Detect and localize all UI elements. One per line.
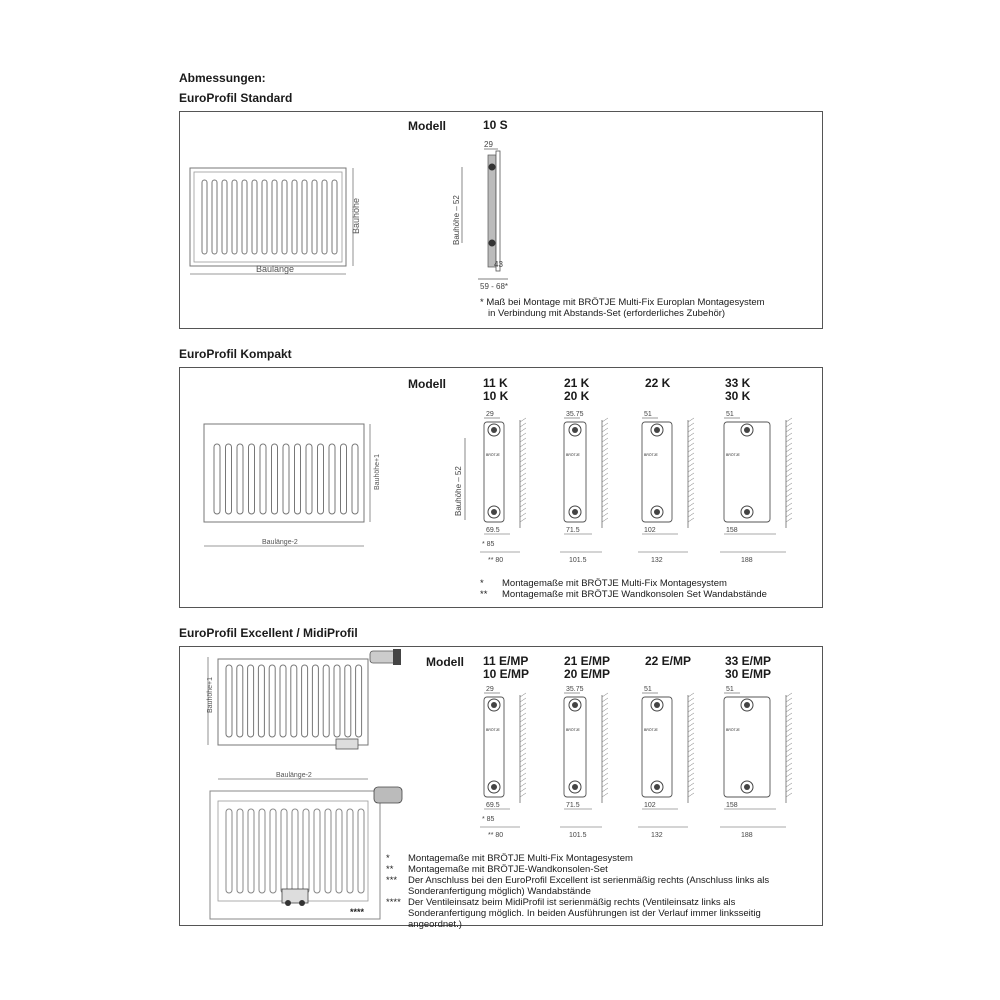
fin: [259, 809, 265, 893]
side-inner-dim: 102: [644, 802, 656, 809]
side-view-1: [480, 686, 526, 839]
brand-tag: BRÖTJE: [726, 453, 740, 457]
side-outer-dim: 132: [651, 557, 663, 564]
side-star-dim: * 85: [482, 816, 495, 823]
side-inner-dim: 71.5: [566, 527, 580, 534]
side-inner-dim: 158: [726, 802, 738, 809]
fin: [280, 665, 286, 737]
kompakt-length-label: Baulänge-2: [262, 539, 298, 546]
fin: [226, 665, 232, 737]
standard-top-dim: 29: [484, 140, 493, 149]
fin: [303, 809, 309, 893]
excellent-model-2: 21 E/MP 20 E/MP: [564, 654, 611, 681]
fin: [295, 444, 301, 514]
standard-bottom-dim: 43: [494, 260, 503, 269]
excellent-note-4-mark: ****: [386, 897, 401, 908]
fin: [334, 665, 340, 737]
excellent-note-2-mark: **: [386, 864, 394, 875]
fin: [226, 809, 232, 893]
side-outer-dim: 188: [741, 557, 753, 564]
standard-note-line2: in Verbindung mit Abstands-Set (erforderliches Zubehör): [488, 308, 726, 319]
brand-tag: BRÖTJE: [566, 453, 580, 457]
side-inner-dim: 71.5: [566, 802, 580, 809]
fin: [242, 180, 247, 254]
fin: [325, 809, 331, 893]
fin: [272, 444, 278, 514]
brand-tag: BRÖTJE: [486, 453, 500, 457]
fin: [302, 665, 308, 737]
fin: [202, 180, 207, 254]
excellent-height-label: Bauhöhe+1: [207, 676, 214, 713]
fin: [312, 665, 318, 737]
excellent-marker: ****: [350, 907, 365, 917]
fin: [318, 444, 324, 514]
fin: [347, 809, 353, 893]
kompakt-height-dim: Bauhöhe – 52: [454, 466, 463, 516]
fin: [292, 180, 297, 254]
standard-note: [480, 297, 765, 319]
kompakt-modell-label: Modell: [408, 377, 446, 391]
fin: [283, 444, 289, 514]
kompakt-panel: [179, 367, 823, 608]
kompakt-note-1: Montagemaße mit BRÖTJE Multi-Fix Montagesystem: [502, 578, 727, 589]
fin: [269, 665, 275, 737]
fin: [345, 665, 351, 737]
standard-wall-dim: 59 - 68*: [480, 282, 509, 291]
excellent-side-views: [448, 683, 818, 853]
kompakt-notes: [480, 578, 810, 600]
side-view-3: [638, 411, 694, 564]
kompakt-model-3: 22 K: [645, 376, 671, 390]
fin: [306, 444, 312, 514]
fin: [358, 809, 364, 893]
kompakt-model-4: 33 K 30 K: [725, 376, 751, 403]
fin: [258, 665, 264, 737]
excellent-detail-view: [202, 783, 407, 923]
fin: [260, 444, 266, 514]
side-view-4: [720, 686, 792, 839]
excellent-modell-label: Modell: [426, 655, 464, 669]
fin: [270, 809, 276, 893]
fin: [214, 444, 220, 514]
fin: [336, 809, 342, 893]
side-top-dim: 29: [486, 411, 494, 418]
side-inner-dim: 158: [726, 527, 738, 534]
kompakt-model-2: 21 K 20 K: [564, 376, 590, 403]
fin: [248, 665, 254, 737]
standard-note-mark: *: [480, 297, 484, 308]
fin: [237, 665, 243, 737]
fin: [291, 665, 297, 737]
brand-tag: BRÖTJE: [644, 728, 658, 732]
excellent-notes: [386, 853, 804, 930]
excellent-note-1-mark: *: [386, 853, 390, 864]
side-outer-dim: 101.5: [569, 832, 587, 839]
side-inner-dim: 69.5: [486, 527, 500, 534]
fin: [302, 180, 307, 254]
standard-panel: [179, 111, 823, 329]
fin: [232, 180, 237, 254]
fin: [237, 809, 243, 893]
brand-tag: BRÖTJE: [644, 453, 658, 457]
excellent-model-4: 33 E/MP 30 E/MP: [725, 654, 772, 681]
kompakt-height-dim-svg: [450, 438, 470, 528]
side-top-dim: 51: [644, 411, 652, 418]
fin: [212, 180, 217, 254]
side-outer-dim: 188: [741, 832, 753, 839]
standard-height-label: Bauhöhe: [351, 197, 361, 234]
standard-heading: EuroProfil Standard: [179, 91, 293, 105]
side-inner-dim: 69.5: [486, 802, 500, 809]
standard-modell-label: Modell: [408, 119, 446, 133]
side-top-dim: 51: [726, 411, 734, 418]
fin: [281, 809, 287, 893]
side-outer-dim: ** 80: [488, 557, 504, 564]
excellent-note-1: Montagemaße mit BRÖTJE Multi-Fix Montagesystem: [408, 853, 633, 864]
side-outer-dim: 101.5: [569, 557, 587, 564]
excellent-length-label: Baulänge-2: [276, 772, 312, 779]
fin: [226, 444, 232, 514]
side-star-dim: * 85: [482, 541, 495, 548]
fin: [341, 444, 347, 514]
kompakt-note-2: Montagemaße mit BRÖTJE Wandkonsolen Set Wandabstände: [502, 589, 767, 600]
fin: [332, 180, 337, 254]
fin: [292, 809, 298, 893]
side-view-4: [720, 411, 792, 564]
excellent-model-3: 22 E/MP: [645, 654, 692, 668]
fin: [323, 665, 329, 737]
fin: [312, 180, 317, 254]
excellent-front-view: [198, 651, 413, 791]
standard-note-line1: Maß bei Montage mit BRÖTJE Multi-Fix Europlan Montagesystem: [486, 297, 765, 308]
standard-height-dim: Bauhöhe – 52: [452, 195, 461, 245]
standard-front-view: [186, 162, 386, 292]
fin: [237, 444, 243, 514]
kompakt-heading: EuroProfil Kompakt: [179, 347, 292, 361]
kompakt-side-views: [448, 408, 818, 573]
side-top-dim: 51: [644, 686, 652, 693]
side-view-3: [638, 686, 694, 839]
fin: [322, 180, 327, 254]
excellent-panel: [179, 646, 823, 930]
kompakt-front-view: [198, 418, 398, 558]
fin: [272, 180, 277, 254]
standard-model-code: 10 S: [483, 118, 508, 132]
side-outer-dim: 132: [651, 832, 663, 839]
excellent-model-1: 11 E/MP 10 E/MP: [483, 654, 530, 681]
kompakt-note-1-mark: *: [480, 578, 484, 589]
kompakt-height-label: Bauhöhe+1: [374, 453, 381, 490]
excellent-heading: EuroProfil Excellent / MidiProfil: [179, 626, 358, 640]
fin: [314, 809, 320, 893]
side-top-dim: 51: [726, 686, 734, 693]
side-inner-dim: 102: [644, 527, 656, 534]
excellent-note-4: Der Ventileinsatz beim MidiProfil ist serienmäßig rechts (Ventileinsatz links als Sonderanfertigung möglich. In beiden Ausführungen ist der Verlauf immer linksseitig angeordnet.): [408, 897, 761, 930]
excellent-note-2: Montagemaße mit BRÖTJE-Wandkonsolen-Set: [408, 864, 608, 875]
side-view-2: [560, 686, 608, 839]
fin: [329, 444, 335, 514]
side-view-1: [480, 411, 526, 564]
fin: [222, 180, 227, 254]
standard-length-label: Baulänge: [256, 264, 295, 274]
excellent-note-3-mark: ***: [386, 875, 398, 886]
dimensions-heading: Abmessungen:: [179, 71, 266, 85]
standard-side-view: [448, 137, 538, 297]
fin: [352, 444, 358, 514]
side-outer-dim: ** 80: [488, 832, 504, 839]
fin: [356, 665, 362, 737]
excellent-note-3: Der Anschluss bei den EuroProfil Excellent ist serienmäßig rechts (Anschluss links als Sonderanfertigung möglich) Wandabstände: [408, 875, 770, 897]
fin: [249, 444, 255, 514]
kompakt-model-1: 11 K 10 K: [483, 376, 509, 403]
side-top-dim: 29: [486, 686, 494, 693]
side-top-dim: 35.75: [566, 686, 584, 693]
brand-tag: BRÖTJE: [726, 728, 740, 732]
fin: [282, 180, 287, 254]
kompakt-note-2-mark: **: [480, 589, 488, 600]
brand-tag: BRÖTJE: [486, 728, 500, 732]
fin: [248, 809, 254, 893]
fin: [252, 180, 257, 254]
side-top-dim: 35.75: [566, 411, 584, 418]
side-view-2: [560, 411, 608, 564]
brand-tag: BRÖTJE: [566, 728, 580, 732]
fin: [262, 180, 267, 254]
